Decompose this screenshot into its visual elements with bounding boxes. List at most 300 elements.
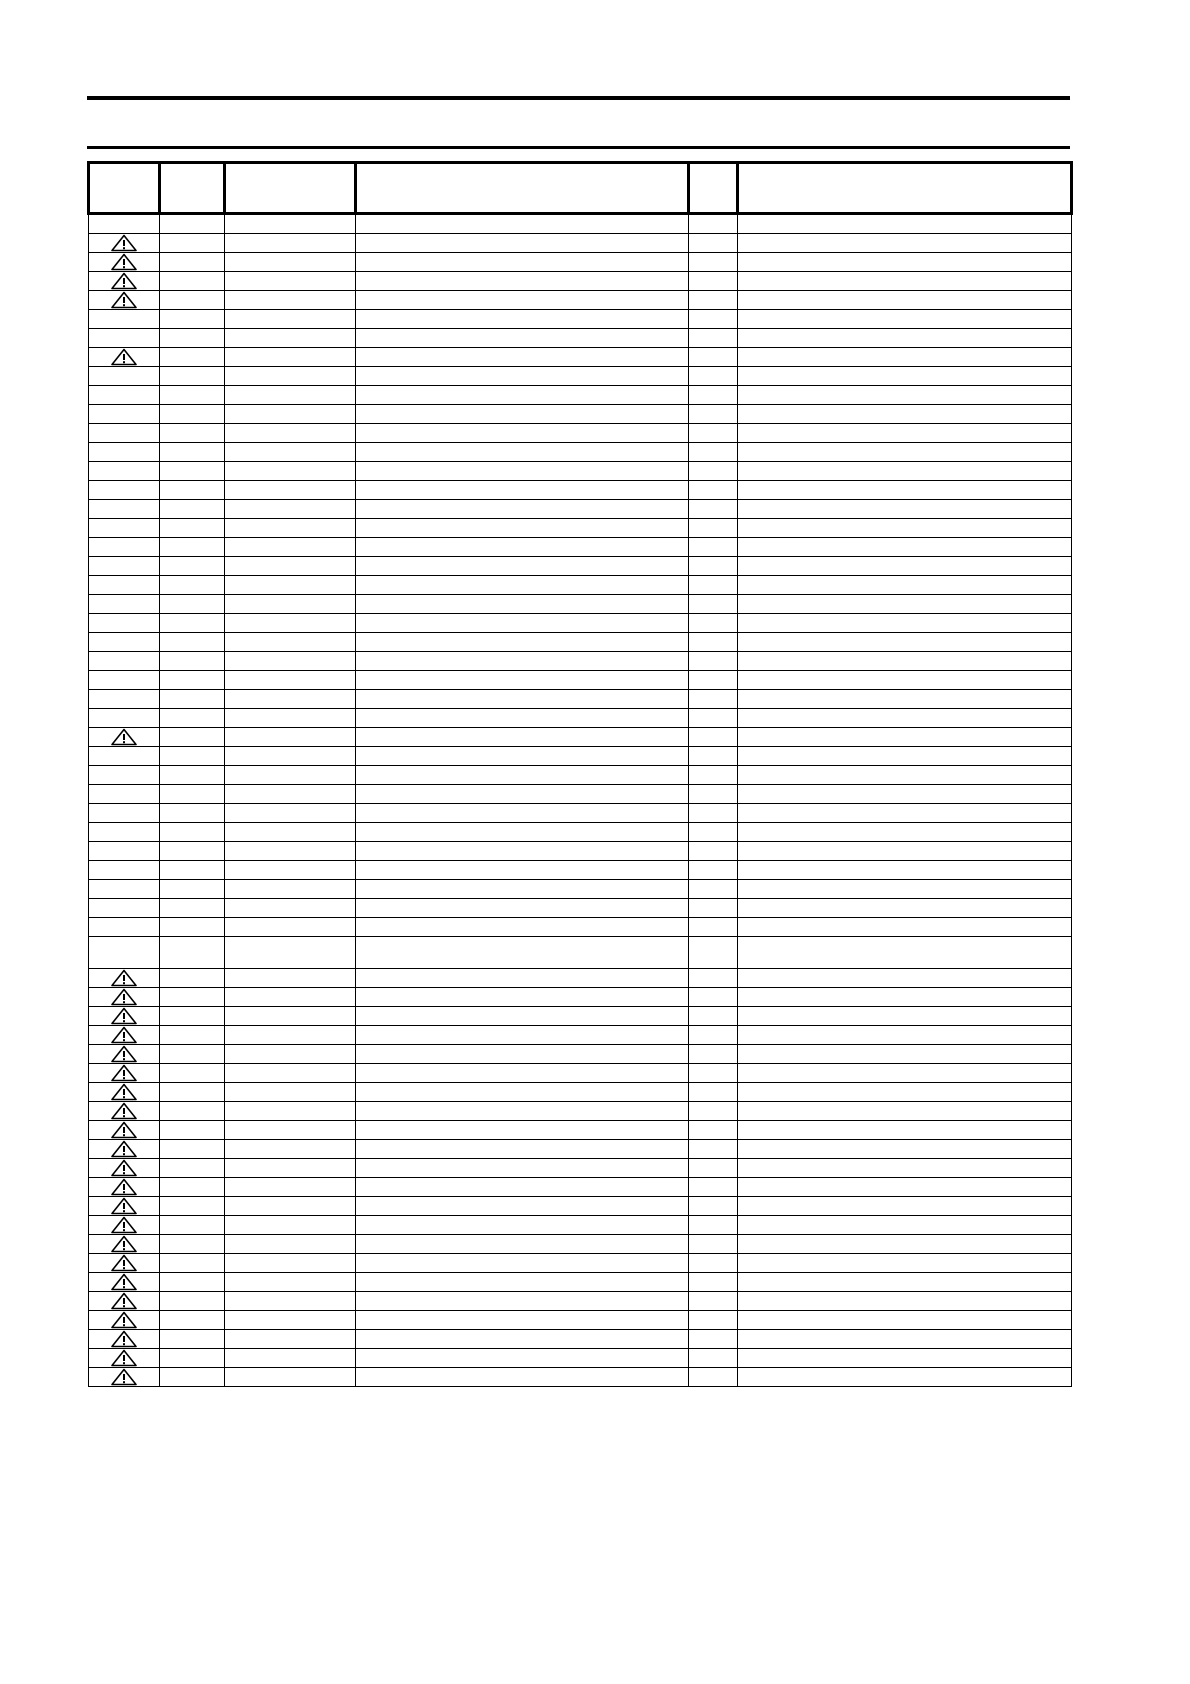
table-cell bbox=[356, 1349, 689, 1368]
table-cell bbox=[356, 348, 689, 367]
table-cell bbox=[689, 595, 738, 614]
table-cell bbox=[89, 1311, 160, 1330]
warning-triangle-icon bbox=[110, 1330, 138, 1348]
table-cell bbox=[89, 1045, 160, 1064]
warning-triangle-icon bbox=[110, 1235, 138, 1253]
table-cell bbox=[356, 405, 689, 424]
table-cell bbox=[356, 880, 689, 899]
table-cell bbox=[225, 500, 356, 519]
table-cell bbox=[738, 690, 1072, 709]
table-cell bbox=[738, 709, 1072, 728]
table-row bbox=[89, 595, 1072, 614]
table-cell bbox=[89, 614, 160, 633]
table-cell bbox=[225, 386, 356, 405]
table-cell bbox=[689, 443, 738, 462]
table-cell bbox=[356, 918, 689, 937]
table-cell bbox=[160, 918, 225, 937]
table-cell bbox=[89, 576, 160, 595]
table-cell bbox=[225, 747, 356, 766]
table-cell bbox=[225, 329, 356, 348]
table-cell bbox=[738, 1292, 1072, 1311]
table-cell bbox=[160, 1235, 225, 1254]
table-cell bbox=[356, 1007, 689, 1026]
table-cell bbox=[89, 1026, 160, 1045]
table-row bbox=[89, 386, 1072, 405]
table-cell bbox=[160, 842, 225, 861]
column-header bbox=[738, 163, 1072, 214]
table-cell bbox=[89, 443, 160, 462]
table-cell bbox=[738, 1349, 1072, 1368]
table-cell bbox=[356, 367, 689, 386]
table-cell bbox=[225, 405, 356, 424]
table-cell bbox=[689, 747, 738, 766]
table-row bbox=[89, 969, 1072, 988]
table-cell bbox=[356, 234, 689, 253]
table-cell bbox=[689, 386, 738, 405]
table-cell bbox=[738, 842, 1072, 861]
table-cell bbox=[356, 1026, 689, 1045]
table-cell bbox=[160, 899, 225, 918]
table-cell bbox=[89, 234, 160, 253]
table-cell bbox=[356, 595, 689, 614]
table-row bbox=[89, 880, 1072, 899]
table-cell bbox=[356, 576, 689, 595]
table-row bbox=[89, 1121, 1072, 1140]
table-cell bbox=[356, 253, 689, 272]
table-cell bbox=[225, 595, 356, 614]
warning-triangle-icon bbox=[110, 1311, 138, 1329]
table-cell bbox=[225, 1311, 356, 1330]
table-cell bbox=[738, 1045, 1072, 1064]
table-row bbox=[89, 405, 1072, 424]
table-cell bbox=[738, 1083, 1072, 1102]
table-row bbox=[89, 576, 1072, 595]
table-row bbox=[89, 1273, 1072, 1292]
table-cell bbox=[89, 766, 160, 785]
table-cell bbox=[225, 969, 356, 988]
table-cell bbox=[356, 1121, 689, 1140]
table-cell bbox=[89, 728, 160, 747]
table-cell bbox=[225, 918, 356, 937]
table-cell bbox=[689, 576, 738, 595]
table-cell bbox=[225, 1026, 356, 1045]
table-cell bbox=[89, 918, 160, 937]
table-cell bbox=[689, 1045, 738, 1064]
table-cell bbox=[689, 969, 738, 988]
table-cell bbox=[356, 804, 689, 823]
table-cell bbox=[356, 1273, 689, 1292]
table-cell bbox=[689, 1197, 738, 1216]
table-cell bbox=[356, 747, 689, 766]
warning-triangle-icon bbox=[110, 253, 138, 271]
table-cell bbox=[160, 1273, 225, 1292]
table-cell bbox=[689, 880, 738, 899]
table-cell bbox=[738, 1273, 1072, 1292]
table-row bbox=[89, 1254, 1072, 1273]
table-cell bbox=[689, 1178, 738, 1197]
table-cell bbox=[738, 576, 1072, 595]
table-cell bbox=[89, 1349, 160, 1368]
table-cell bbox=[160, 1197, 225, 1216]
table-cell bbox=[738, 519, 1072, 538]
table-cell bbox=[89, 519, 160, 538]
table-cell bbox=[160, 1254, 225, 1273]
table-cell bbox=[160, 1368, 225, 1387]
table-cell bbox=[356, 424, 689, 443]
warning-triangle-icon bbox=[110, 1159, 138, 1177]
table-cell bbox=[738, 1026, 1072, 1045]
table-cell bbox=[225, 576, 356, 595]
table-cell bbox=[738, 424, 1072, 443]
table-cell bbox=[689, 214, 738, 234]
table-cell bbox=[89, 1178, 160, 1197]
table-cell bbox=[689, 1026, 738, 1045]
table-cell bbox=[225, 842, 356, 861]
table-cell bbox=[160, 1140, 225, 1159]
table-cell bbox=[356, 1254, 689, 1273]
warning-triangle-icon bbox=[110, 728, 138, 746]
table-cell bbox=[160, 1178, 225, 1197]
table-cell bbox=[356, 386, 689, 405]
table-cell bbox=[225, 652, 356, 671]
warning-triangle-icon bbox=[110, 348, 138, 366]
table-cell bbox=[160, 690, 225, 709]
table-cell bbox=[356, 329, 689, 348]
table-cell bbox=[225, 861, 356, 880]
table-cell bbox=[689, 1311, 738, 1330]
table-cell bbox=[689, 1273, 738, 1292]
table-cell bbox=[225, 880, 356, 899]
table-cell bbox=[689, 671, 738, 690]
table-cell bbox=[225, 690, 356, 709]
table-cell bbox=[160, 1007, 225, 1026]
table-cell bbox=[738, 386, 1072, 405]
table-cell bbox=[225, 1178, 356, 1197]
table-cell bbox=[689, 709, 738, 728]
table-cell bbox=[160, 348, 225, 367]
table-cell bbox=[89, 1368, 160, 1387]
table-row bbox=[89, 1292, 1072, 1311]
table-cell bbox=[738, 234, 1072, 253]
table-cell bbox=[89, 899, 160, 918]
table-cell bbox=[89, 272, 160, 291]
table-cell bbox=[356, 899, 689, 918]
table-cell bbox=[160, 405, 225, 424]
warning-triangle-icon bbox=[110, 272, 138, 290]
table-row bbox=[89, 1045, 1072, 1064]
top-rule bbox=[87, 96, 1070, 100]
table-cell bbox=[160, 766, 225, 785]
table-row bbox=[89, 614, 1072, 633]
table-cell bbox=[160, 214, 225, 234]
table-cell bbox=[160, 310, 225, 329]
table-cell bbox=[160, 234, 225, 253]
table-cell bbox=[356, 671, 689, 690]
table-cell bbox=[160, 367, 225, 386]
table-cell bbox=[160, 1064, 225, 1083]
table-cell bbox=[89, 405, 160, 424]
table-row bbox=[89, 1197, 1072, 1216]
table-cell bbox=[225, 804, 356, 823]
table-cell bbox=[160, 1349, 225, 1368]
table-cell bbox=[689, 367, 738, 386]
table-cell bbox=[160, 1330, 225, 1349]
table-cell bbox=[225, 1083, 356, 1102]
warning-triangle-icon bbox=[110, 234, 138, 252]
table-cell bbox=[356, 709, 689, 728]
table-cell bbox=[356, 766, 689, 785]
table-cell bbox=[160, 291, 225, 310]
table-cell bbox=[225, 1292, 356, 1311]
table-cell bbox=[225, 671, 356, 690]
warning-triangle-icon bbox=[110, 969, 138, 987]
table-row bbox=[89, 709, 1072, 728]
table-cell bbox=[160, 1045, 225, 1064]
table-row bbox=[89, 918, 1072, 937]
table-cell bbox=[738, 500, 1072, 519]
table-cell bbox=[160, 969, 225, 988]
table-cell bbox=[738, 272, 1072, 291]
table-cell bbox=[356, 1140, 689, 1159]
table-cell bbox=[225, 1102, 356, 1121]
table-row bbox=[89, 1330, 1072, 1349]
table-cell bbox=[225, 519, 356, 538]
table-cell bbox=[89, 1007, 160, 1026]
table-row bbox=[89, 1311, 1072, 1330]
table-cell bbox=[356, 823, 689, 842]
warning-triangle-icon bbox=[110, 1368, 138, 1386]
table-cell bbox=[160, 1159, 225, 1178]
table-cell bbox=[89, 1254, 160, 1273]
table-cell bbox=[89, 348, 160, 367]
table-cell bbox=[225, 1007, 356, 1026]
table-cell bbox=[160, 462, 225, 481]
table-cell bbox=[160, 1121, 225, 1140]
table-cell bbox=[738, 1121, 1072, 1140]
table-cell bbox=[689, 652, 738, 671]
table-row bbox=[89, 443, 1072, 462]
table-cell bbox=[689, 988, 738, 1007]
table-cell bbox=[738, 348, 1072, 367]
table-cell bbox=[356, 614, 689, 633]
table-cell bbox=[89, 1159, 160, 1178]
table-cell bbox=[689, 1330, 738, 1349]
table-cell bbox=[225, 1254, 356, 1273]
table-cell bbox=[689, 1121, 738, 1140]
table-cell bbox=[689, 1254, 738, 1273]
table-cell bbox=[738, 253, 1072, 272]
table-cell bbox=[689, 690, 738, 709]
table-cell bbox=[89, 481, 160, 500]
table-cell bbox=[738, 443, 1072, 462]
table-cell bbox=[89, 1083, 160, 1102]
table-cell bbox=[160, 557, 225, 576]
table-cell bbox=[160, 1102, 225, 1121]
table-cell bbox=[89, 823, 160, 842]
table-cell bbox=[356, 652, 689, 671]
table-cell bbox=[89, 690, 160, 709]
table-cell bbox=[160, 652, 225, 671]
warning-triangle-icon bbox=[110, 1292, 138, 1310]
table-cell bbox=[160, 443, 225, 462]
header-rule bbox=[87, 146, 1070, 149]
table-cell bbox=[160, 595, 225, 614]
table-row bbox=[89, 766, 1072, 785]
table-cell bbox=[89, 652, 160, 671]
table-cell bbox=[225, 785, 356, 804]
table-cell bbox=[738, 1178, 1072, 1197]
table-cell bbox=[356, 1178, 689, 1197]
table-cell bbox=[738, 899, 1072, 918]
table-cell bbox=[738, 1064, 1072, 1083]
table-cell bbox=[738, 1216, 1072, 1235]
table-cell bbox=[160, 1083, 225, 1102]
table-row bbox=[89, 329, 1072, 348]
table-cell bbox=[89, 500, 160, 519]
table-cell bbox=[356, 1083, 689, 1102]
table-row bbox=[89, 1178, 1072, 1197]
table-cell bbox=[356, 1216, 689, 1235]
table-cell bbox=[89, 1216, 160, 1235]
table-cell bbox=[225, 633, 356, 652]
table-row bbox=[89, 538, 1072, 557]
table-cell bbox=[738, 988, 1072, 1007]
table-row bbox=[89, 367, 1072, 386]
table-cell bbox=[225, 937, 356, 969]
table-cell bbox=[738, 614, 1072, 633]
column-header bbox=[356, 163, 689, 214]
table-cell bbox=[689, 538, 738, 557]
table-row bbox=[89, 462, 1072, 481]
table-cell bbox=[356, 1330, 689, 1349]
column-header bbox=[225, 163, 356, 214]
table-cell bbox=[160, 937, 225, 969]
table-cell bbox=[738, 1235, 1072, 1254]
column-header bbox=[89, 163, 160, 214]
table-row bbox=[89, 214, 1072, 234]
table-cell bbox=[225, 1121, 356, 1140]
table-row bbox=[89, 1083, 1072, 1102]
table-row bbox=[89, 937, 1072, 969]
table-cell bbox=[89, 1102, 160, 1121]
table-cell bbox=[225, 234, 356, 253]
table-cell bbox=[689, 519, 738, 538]
table-cell bbox=[160, 424, 225, 443]
table-cell bbox=[89, 538, 160, 557]
table-cell bbox=[738, 861, 1072, 880]
table-cell bbox=[89, 671, 160, 690]
table-cell bbox=[160, 386, 225, 405]
table-cell bbox=[89, 969, 160, 988]
table-cell bbox=[89, 861, 160, 880]
warning-triangle-icon bbox=[110, 1064, 138, 1082]
table-row bbox=[89, 823, 1072, 842]
table-row bbox=[89, 1368, 1072, 1387]
table-cell bbox=[89, 633, 160, 652]
table-row bbox=[89, 842, 1072, 861]
table-cell bbox=[738, 1311, 1072, 1330]
table-cell bbox=[689, 557, 738, 576]
table-cell bbox=[689, 842, 738, 861]
table-cell bbox=[160, 880, 225, 899]
table-cell bbox=[689, 861, 738, 880]
table-cell bbox=[160, 861, 225, 880]
table-cell bbox=[160, 500, 225, 519]
table-row bbox=[89, 690, 1072, 709]
table-row bbox=[89, 861, 1072, 880]
table-cell bbox=[738, 937, 1072, 969]
table-cell bbox=[689, 1102, 738, 1121]
table-row bbox=[89, 1159, 1072, 1178]
table-cell bbox=[160, 823, 225, 842]
table-cell bbox=[689, 804, 738, 823]
table-row bbox=[89, 519, 1072, 538]
table-cell bbox=[89, 310, 160, 329]
table-cell bbox=[356, 633, 689, 652]
table-cell bbox=[689, 1064, 738, 1083]
table-cell bbox=[356, 728, 689, 747]
table-cell bbox=[738, 557, 1072, 576]
table-cell bbox=[689, 310, 738, 329]
table-cell bbox=[738, 329, 1072, 348]
table-row bbox=[89, 481, 1072, 500]
table-cell bbox=[689, 405, 738, 424]
table-cell bbox=[738, 1368, 1072, 1387]
table-cell bbox=[738, 633, 1072, 652]
table-cell bbox=[160, 329, 225, 348]
table-cell bbox=[160, 1026, 225, 1045]
table-row bbox=[89, 1064, 1072, 1083]
table-cell bbox=[356, 1102, 689, 1121]
table-cell bbox=[225, 424, 356, 443]
table-cell bbox=[160, 1311, 225, 1330]
table-cell bbox=[356, 214, 689, 234]
table-cell bbox=[89, 1273, 160, 1292]
table-cell bbox=[160, 709, 225, 728]
table-cell bbox=[738, 804, 1072, 823]
table-cell bbox=[738, 747, 1072, 766]
table-cell bbox=[89, 709, 160, 728]
table-cell bbox=[689, 1007, 738, 1026]
table-cell bbox=[738, 1102, 1072, 1121]
table-cell bbox=[356, 842, 689, 861]
table-cell bbox=[89, 880, 160, 899]
table-cell bbox=[160, 481, 225, 500]
table-cell bbox=[689, 291, 738, 310]
table-cell bbox=[738, 969, 1072, 988]
table-row bbox=[89, 272, 1072, 291]
table-cell bbox=[689, 899, 738, 918]
table-cell bbox=[356, 557, 689, 576]
table-cell bbox=[160, 785, 225, 804]
table-cell bbox=[689, 234, 738, 253]
table-cell bbox=[225, 538, 356, 557]
table-row bbox=[89, 671, 1072, 690]
table-cell bbox=[689, 424, 738, 443]
table-cell bbox=[89, 842, 160, 861]
table-cell bbox=[689, 785, 738, 804]
table-cell bbox=[356, 969, 689, 988]
table-row bbox=[89, 310, 1072, 329]
table-cell bbox=[160, 804, 225, 823]
table-cell bbox=[89, 424, 160, 443]
table-cell bbox=[89, 595, 160, 614]
table-cell bbox=[689, 481, 738, 500]
table-row bbox=[89, 1026, 1072, 1045]
table-cell bbox=[689, 1235, 738, 1254]
warning-triangle-icon bbox=[110, 291, 138, 309]
table-cell bbox=[160, 1292, 225, 1311]
